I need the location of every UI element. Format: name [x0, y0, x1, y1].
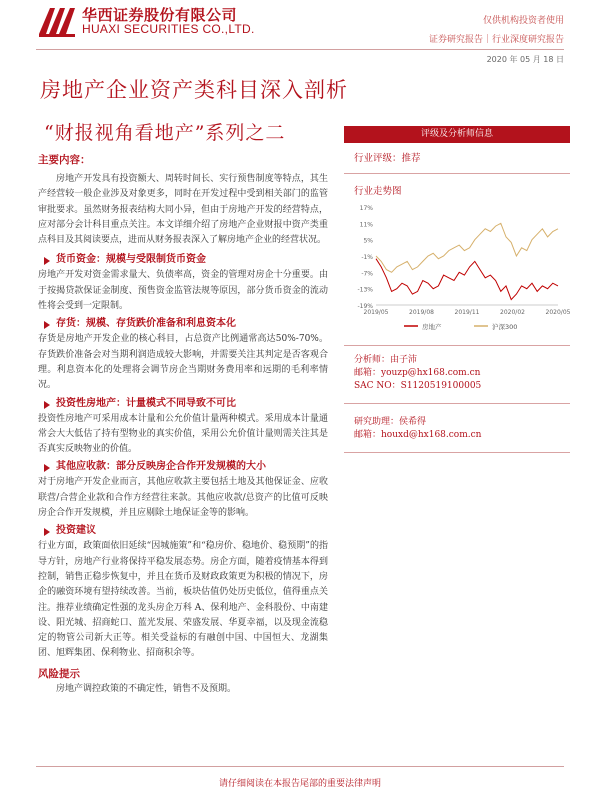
- x-tick-label: 2019/11: [454, 309, 480, 316]
- footer-divider: [36, 766, 564, 767]
- arrow-icon: [44, 528, 50, 536]
- report-title: 房地产企业资产类科目深入剖析: [40, 78, 348, 102]
- rating-panel-header: 评级及分析师信息: [344, 126, 570, 143]
- report-type-tag: 证券研究报告｜行业深度研究报告: [428, 35, 564, 45]
- assistant-divider: [344, 452, 570, 453]
- y-tick-label: -7%: [361, 270, 373, 278]
- trend-chart: [344, 199, 570, 339]
- y-tick-label: -19%: [357, 303, 373, 310]
- risk-heading: 风险提示: [38, 667, 80, 680]
- industry-rating: 行业评级：推荐: [354, 153, 421, 164]
- section-body-inventory: 存货是房地产开发企业的核心科目，占总资产比例通常高达50%-70%。存货跌价准备会对当期利润造成较大影响，并需要关注其判定是否客观合理。利息资本化的处理将会调节房企当期财务费用率和远期的毛利率情况。: [38, 334, 328, 391]
- arrow-icon: [44, 257, 50, 265]
- summary-column: [38, 152, 328, 697]
- huaxi-logo-icon: [36, 4, 78, 38]
- y-tick-label: -1%: [361, 254, 373, 261]
- section-heading-investment-advice: 投资建议: [38, 523, 328, 539]
- x-tick-label: 2019/05: [363, 309, 389, 316]
- analyst-email: 邮箱：youzp@hx168.com.cn: [354, 368, 481, 378]
- brand-name-cn: 华西证券股份有限公司: [82, 6, 238, 24]
- arrow-icon: [44, 401, 50, 409]
- section-heading-investment-property: 投资性房地产：计量模式不同导致不可比: [38, 396, 328, 412]
- trend-chart-svg: [344, 199, 570, 339]
- x-tick-label: 2020/02: [500, 309, 525, 316]
- risk-body: 房地产调控政策的不确定性，销售不及预期。: [56, 683, 237, 694]
- trend-chart-label: 行业走势图: [354, 186, 402, 197]
- summary-heading: 主要内容：: [38, 154, 91, 166]
- arrow-icon: [44, 464, 50, 472]
- brand-name-en: HUAXI SECURITIES CO.,LTD.: [82, 22, 255, 36]
- assistant-email: 邮箱：houxd@hx168.com.cn: [354, 430, 482, 440]
- section-body-cash: 房地产开发对资金需求量大、负债率高，资金的管理对房企十分重要。由于按揭贷款保证金制度、预售资金监管法规等原因，部分货币资金的流动性将会受到一定限制。: [38, 270, 328, 312]
- section-heading-inventory: 存货：规模、存货跌价准备和利息资本化: [38, 316, 328, 332]
- section-heading-cash: 货币资金：规模与受限制货币资金: [38, 252, 328, 268]
- report-subtitle: “财报视角看地产”系列之二: [44, 122, 286, 144]
- legend-label: 房地产: [422, 323, 442, 331]
- series-line-1: [376, 223, 558, 272]
- series-line-0: [376, 259, 558, 300]
- arrow-icon: [44, 321, 50, 329]
- legend-label: 沪深300: [492, 323, 518, 331]
- section-body-investment-property: 投资性房地产可采用成本计量和公允价值计量两种模式。采用成本计量通常会大大低估了持有型物业的真实价值，采用公允价值计量则需关注其是否真实反映物业的价值。: [38, 413, 328, 455]
- rating-divider: [344, 173, 570, 174]
- section-body-other-receivables: 对于房地产开发企业而言，其他应收款主要包括土地及其他保证金、应收联营/合营企业款和合作方经营往来款。其他应收款/总资产的比值可反映房企合作开发规模，并且应剔除土地保证金等的影响。: [38, 477, 328, 519]
- legal-notice: 请仔细阅读在本报告尾部的重要法律声明: [218, 779, 381, 789]
- rating-panel: [344, 126, 570, 453]
- section-heading-other-receivables: 其他应收款：部分反映房企合作开发规模的大小: [38, 459, 328, 475]
- y-tick-label: 17%: [359, 205, 373, 212]
- summary-intro: 房地产开发具有投资额大、周转时间长、实行预售制度等特点，其生产经营较一般企业涉及对象更多，同时在开发过程中受到相关部门的监管审批要求。虽然财务报表结构大同小异，但由于房地产开发的经营特点，应对部分会计科目重点关注。本文详细介绍了房地产企业财报中资产类重点科目及其阅读要点，进而从财务报表深入了解房地产企业的经营状况。: [38, 174, 328, 246]
- y-tick-label: 11%: [359, 221, 373, 229]
- header-divider: [36, 49, 564, 50]
- analyst-sac: SAC NO：S1120519100005: [354, 381, 482, 391]
- y-tick-label: 5%: [363, 237, 373, 245]
- assistant-name: 研究助理：侯希得: [354, 417, 427, 427]
- x-tick-label: 2019/08: [409, 309, 434, 316]
- report-date: 2020 年 05 月 18 日: [486, 55, 564, 64]
- section-body-investment-advice: 行业方面，政策面依旧延续“因城施策”和“稳房价、稳地价、稳预期”的指导方针，房地产行业将保持平稳发展态势。房企方面，随着疫情基本得到控制，销售正稳步恢复中，并且在货币及财政政策更为积极的情况下，房企的融资环境有望持续改善。当前，板块估值仍处历史低位，值得重点关注。推荐业绩确定性强的龙头房企万科 A、保利地产、金科股份、中南建设、阳光城、招商蛇口、蓝光发展、荣盛发展、华夏幸福，以及现金流稳定的物管公司新大正等。相关受益标的有融创中国、中国恒大、龙湖集团、旭辉集团、保利物业、招商积余等。: [38, 541, 328, 659]
- x-tick-label: 2020/05: [545, 309, 570, 316]
- analyst-name: 分析师：由子沛: [354, 355, 418, 365]
- audience-tag: 仅供机构投资者使用: [482, 16, 564, 26]
- y-tick-label: -13%: [357, 286, 373, 294]
